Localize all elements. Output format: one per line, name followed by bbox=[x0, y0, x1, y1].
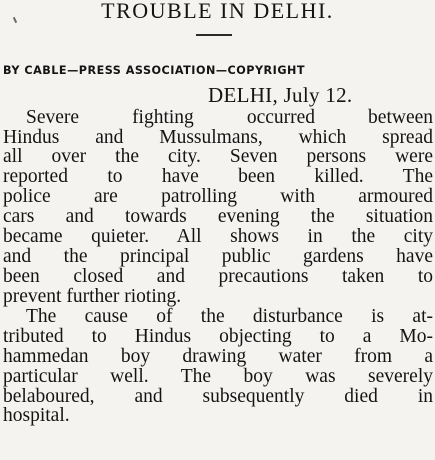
article-line: and the principal public gardens have bbox=[3, 246, 433, 267]
article-line: all over the city. Seven persons were bbox=[3, 146, 433, 167]
article-line: Hindus and Mussulmans, which spread bbox=[3, 127, 433, 148]
article-line: police are patrolling with armoured bbox=[3, 186, 433, 207]
headline: TROUBLE IN DELHI. bbox=[101, 0, 334, 23]
article-line: hospital. bbox=[3, 405, 70, 426]
article-line: particular well. The boy was severely bbox=[3, 366, 433, 387]
article-line: cars and towards evening the situation bbox=[3, 206, 433, 227]
article-line: The cause of the disturbance is at- bbox=[26, 306, 433, 327]
article-line: prevent further rioting. bbox=[3, 286, 182, 307]
byline: BY CABLE—PRESS ASSOCIATION—COPYRIGHT bbox=[3, 64, 306, 77]
article-line: Severe fighting occurred between bbox=[26, 107, 433, 128]
article-line: belaboured, and subsequently died in bbox=[3, 386, 433, 407]
article-line: hammedan boy drawing water from a bbox=[3, 346, 433, 367]
article-line: been closed and precautions taken to bbox=[3, 266, 433, 287]
article-line: tributed to Hindus objecting to a Mo- bbox=[3, 326, 433, 347]
headline-rule bbox=[196, 34, 226, 36]
article-line: reported to have been killed. The bbox=[3, 166, 433, 187]
headline-rule-dash bbox=[226, 34, 232, 36]
dateline: DELHI, July 12. bbox=[208, 83, 353, 107]
article-line: became quieter. All shows in the city bbox=[3, 226, 433, 247]
